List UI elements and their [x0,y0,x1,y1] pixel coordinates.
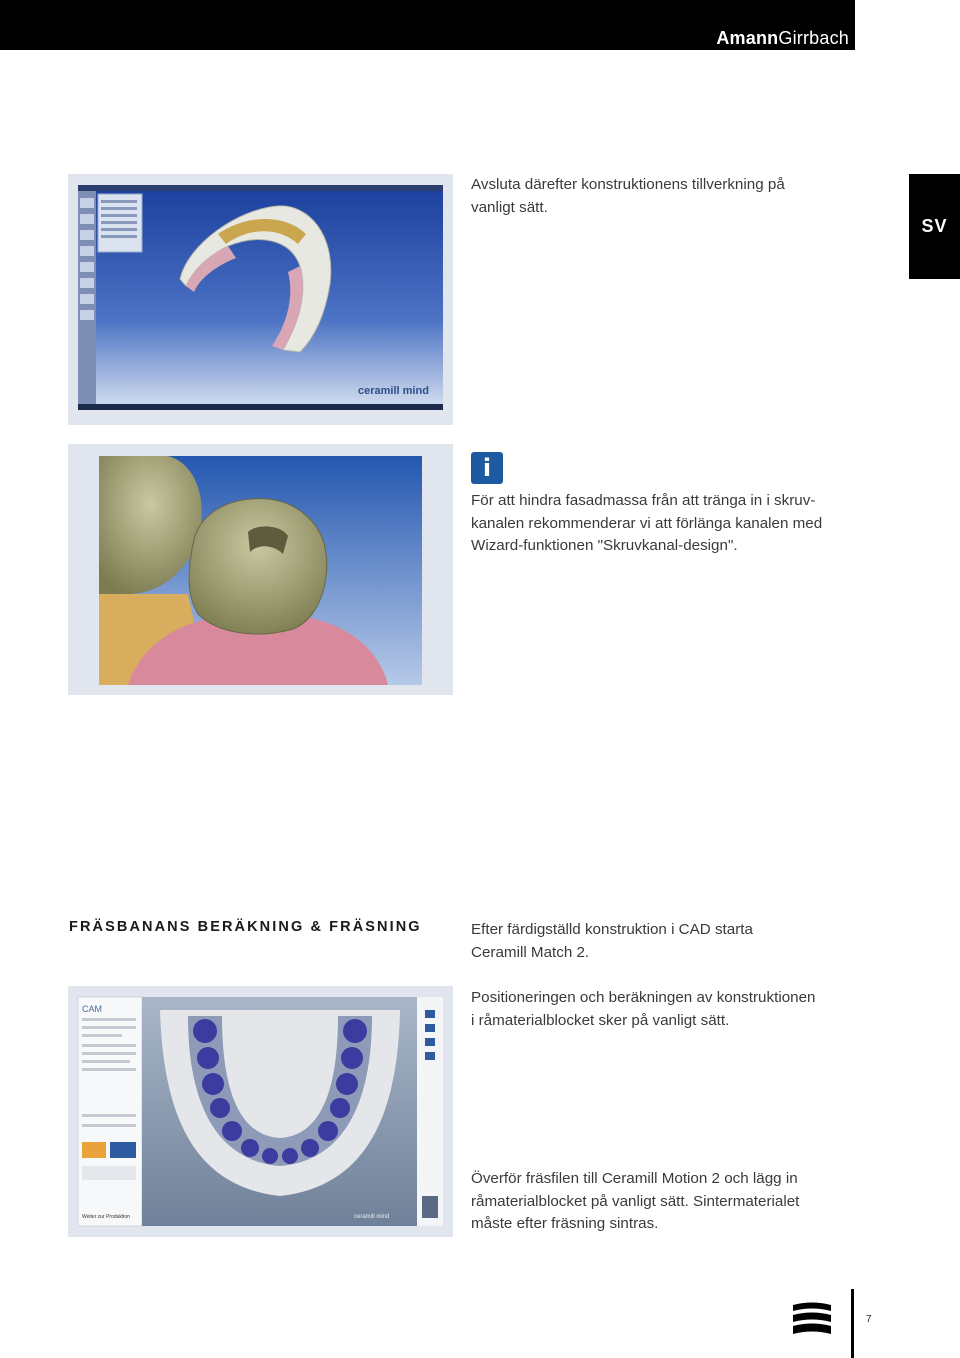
figure-crown-closeup [68,444,453,695]
figure3-logo: ceramill mind [354,1214,390,1220]
figure1-logo: ceramill mind [358,385,429,397]
section-heading: FRÄSBANANS BERÄKNING & FRÄSNING [69,919,422,935]
footer-logo [791,1301,833,1341]
cad-paragraph: Efter färdigställd konstruktion i CAD starta Ceramill Match 2. [471,921,753,961]
page-number: 7 [866,1314,872,1325]
positioning-paragraph: Positioneringen och beräkningen av konstruktionen i råmaterialblocket sker på vanligt sätt. [471,989,816,1029]
intro-paragraph: Avsluta därefter konstruktionens tillverkning på vanligt sätt. [471,176,785,216]
header-bar [0,0,855,50]
info-paragraph: För att hindra fasadmassa från att tränga in i skruv- kanalen rekommenderar vi att förlänga kanalen med Wizard-funktionen "Skruvkanal-design". [471,492,823,554]
brand-logo: AmannGirrbach [716,28,849,48]
figure-cad-bridge [68,174,453,425]
transfer-paragraph: Överför fräsfilen till Ceramill Motion 2 och lägg in råmaterialblocket på vanligt sätt. Sintermaterialet måste efter fräsning sintras. [471,1170,800,1232]
cam-next-button[interactable]: Weiter zur Produktion [82,1214,130,1220]
figure-cam-screenshot [68,986,453,1237]
info-icon: i [471,452,503,484]
footer-divider [851,1289,854,1358]
language-tab: SV [909,174,960,279]
cam-panel-title: CAM [82,1004,102,1014]
